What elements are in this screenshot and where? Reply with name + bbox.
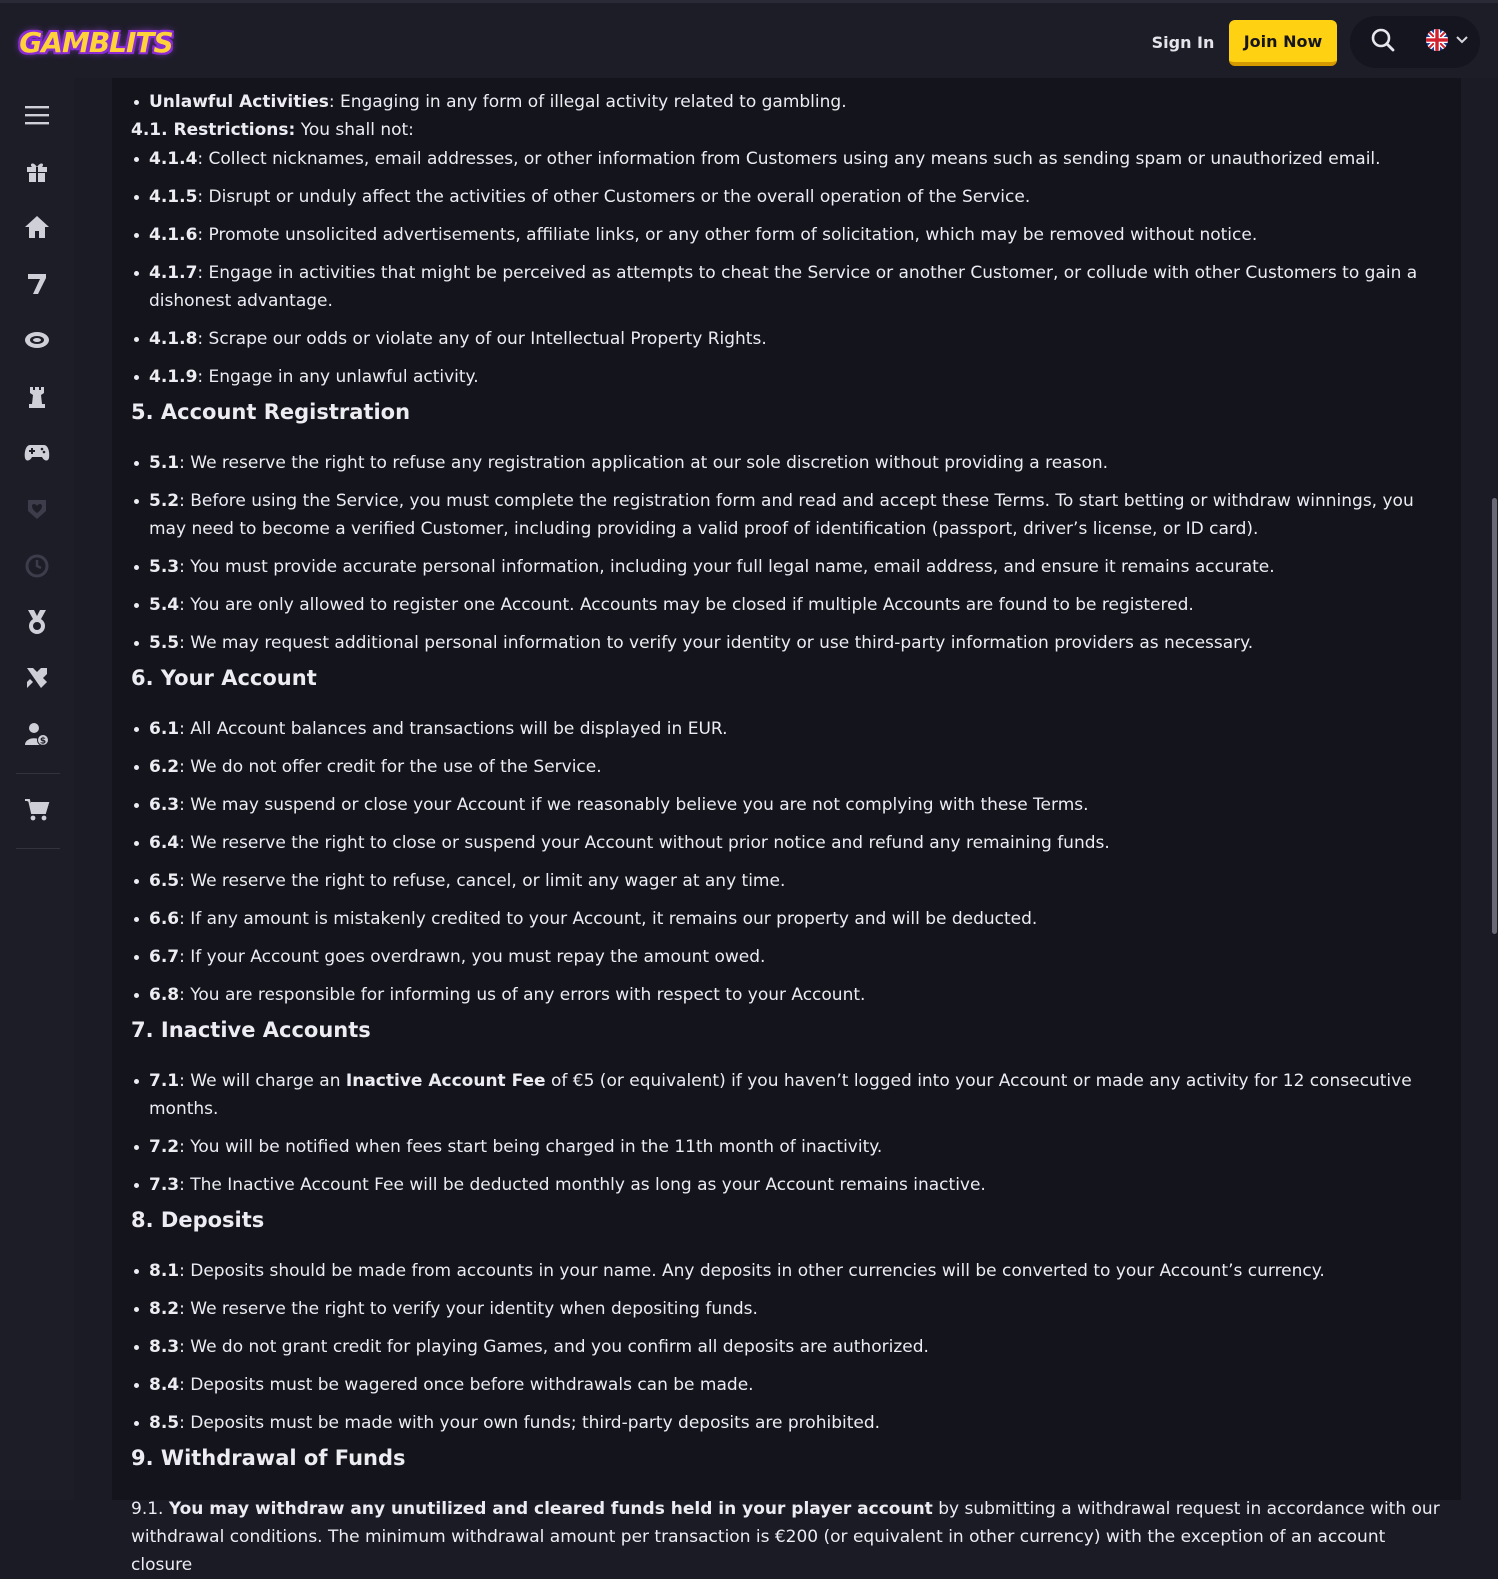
terms-content (131, 88, 1441, 1579)
sidebar (0, 78, 74, 1500)
home-icon[interactable] (22, 212, 52, 242)
list-item: 6.1: All Account balances and transactions will be displayed in EUR. (131, 715, 1441, 743)
section-heading: 8. Deposits (131, 1208, 265, 1232)
section-heading: 7. Inactive Accounts (131, 1018, 371, 1042)
top-header (0, 0, 1498, 78)
list-item: 4.1.5: Disrupt or unduly affect the activities of other Customers or the overall operation of the Service. (131, 183, 1441, 211)
gamblits-logo[interactable] (18, 17, 174, 67)
section-heading: 6. Your Account (131, 666, 317, 690)
list-item: 5.4: You are only allowed to register one Account. Accounts may be closed if multiple Accounts are found to be registered. (131, 591, 1441, 619)
section-heading: 5. Account Registration (131, 400, 411, 424)
list-item: 4.1.8: Scrape our odds or violate any of our Intellectual Property Rights. (131, 325, 1441, 353)
sidebar-divider (16, 848, 60, 849)
list-item: 7.3: The Inactive Account Fee will be deducted monthly as long as your Account remains inactive. (131, 1171, 1441, 1199)
list-item: 8.3: We do not grant credit for playing Games, and you confirm all deposits are authorized. (131, 1333, 1441, 1361)
list-item: 5.3: You must provide accurate personal information, including your full legal name, email address, and ensure it remains accurate. (131, 553, 1441, 581)
menu-icon[interactable] (22, 100, 52, 130)
gift-icon[interactable] (22, 156, 52, 186)
section-heading: 9. Withdrawal of Funds (131, 1446, 406, 1470)
chess-icon[interactable] (22, 382, 52, 412)
list-item: 4.1.7: Engage in activities that might be perceived as attempts to cheat the Service or another Customer, or collude with other Customers to gain a dishonest advantage. (131, 259, 1441, 315)
casino-chip-icon[interactable] (22, 325, 52, 355)
join-now-button[interactable]: Join Now (1229, 20, 1337, 66)
list-item: 5.2: Before using the Service, you must complete the registration form and read and accept these Terms. To start betting or withdraw winnings, you may need to become a verified Customer, including providing a valid proof of identification (passport, driver’s license, or ID card). (131, 487, 1441, 543)
chevron-down-icon (1455, 35, 1469, 45)
sidebar-divider (16, 773, 60, 774)
list-item: 4.1.6: Promote unsolicited advertisements, affiliate links, or any other form of solicitation, which may be removed without notice. (131, 221, 1441, 249)
list-item: 8.1: Deposits should be made from accounts in your name. Any deposits in other currencies will be converted to your Account’s currency. (131, 1257, 1441, 1285)
logo-text: GAMBLITS (19, 25, 173, 59)
list-item: 5.1: We reserve the right to refuse any registration application at our sole discretion without providing a reason. (131, 449, 1441, 477)
search-icon[interactable] (1370, 27, 1396, 53)
affiliate-icon[interactable] (22, 719, 52, 749)
list-item: 7.1: We will charge an Inactive Account Fee of €5 (or equivalent) if you haven’t logged into your Account or made any activity for 12 consecutive months. (131, 1067, 1441, 1123)
list-item: 7.2: You will be notified when fees start being charged in the 11th month of inactivity. (131, 1133, 1441, 1161)
list-item: 6.6: If any amount is mistakenly credited to your Account, it remains our property and will be deducted. (131, 905, 1441, 933)
slots-icon[interactable] (22, 269, 52, 299)
svg-text:$: $ (39, 736, 47, 747)
list-item: 6.7: If your Account goes overdrawn, you must repay the amount owed. (131, 943, 1441, 971)
clock-icon[interactable] (22, 551, 52, 581)
sign-in-button[interactable]: Sign In (1151, 32, 1215, 52)
list-item: 8.2: We reserve the right to verify your identity when depositing funds. (131, 1295, 1441, 1323)
terms-content-panel (112, 78, 1461, 1575)
gamepad-icon[interactable] (22, 438, 52, 468)
list-item: 8.5: Deposits must be made with your own funds; third-party deposits are prohibited. (131, 1409, 1441, 1437)
tournament-icon[interactable] (22, 663, 52, 693)
list-item: 4.1.4: Collect nicknames, email addresses, or other information from Customers using any means such as sending spam or unauthorized email. (131, 145, 1441, 173)
list-item: 6.4: We reserve the right to close or suspend your Account without prior notice and refund any remaining funds. (131, 829, 1441, 857)
uk-flag-icon (1425, 28, 1449, 52)
list-item: 4.1.9: Engage in any unlawful activity. (131, 363, 1441, 391)
scrollbar-thumb[interactable] (1492, 498, 1497, 934)
heart-icon[interactable] (22, 494, 52, 524)
medal-icon[interactable] (22, 607, 52, 637)
list-item: 6.5: We reserve the right to refuse, cancel, or limit any wager at any time. (131, 867, 1441, 895)
list-item: 6.3: We may suspend or close your Account if we reasonably believe you are not complying with these Terms. (131, 791, 1441, 819)
cart-icon[interactable] (22, 795, 52, 825)
list-item: 8.4: Deposits must be wagered once before withdrawals can be made. (131, 1371, 1441, 1399)
list-item: 6.2: We do not offer credit for the use of the Service. (131, 753, 1441, 781)
language-selector[interactable] (1425, 27, 1473, 53)
list-item: Unlawful Activities: Engaging in any form of illegal activity related to gambling. (131, 88, 1441, 116)
withdrawal-paragraph: 9.1. You may withdraw any unutilized and cleared funds held in your player account by submitting a withdrawal request in accordance with our withdrawal conditions. The minimum withdrawal amount per transaction is €200 (or equivalent in other currency) with the exception of an account closure (131, 1499, 1440, 1575)
restrictions-heading: 4.1. Restrictions: You shall not: (131, 120, 414, 140)
list-item: 5.5: We may request additional personal information to verify your identity or use third-party information providers as necessary. (131, 629, 1441, 657)
list-item: 6.8: You are responsible for informing us of any errors with respect to your Account. (131, 981, 1441, 1009)
